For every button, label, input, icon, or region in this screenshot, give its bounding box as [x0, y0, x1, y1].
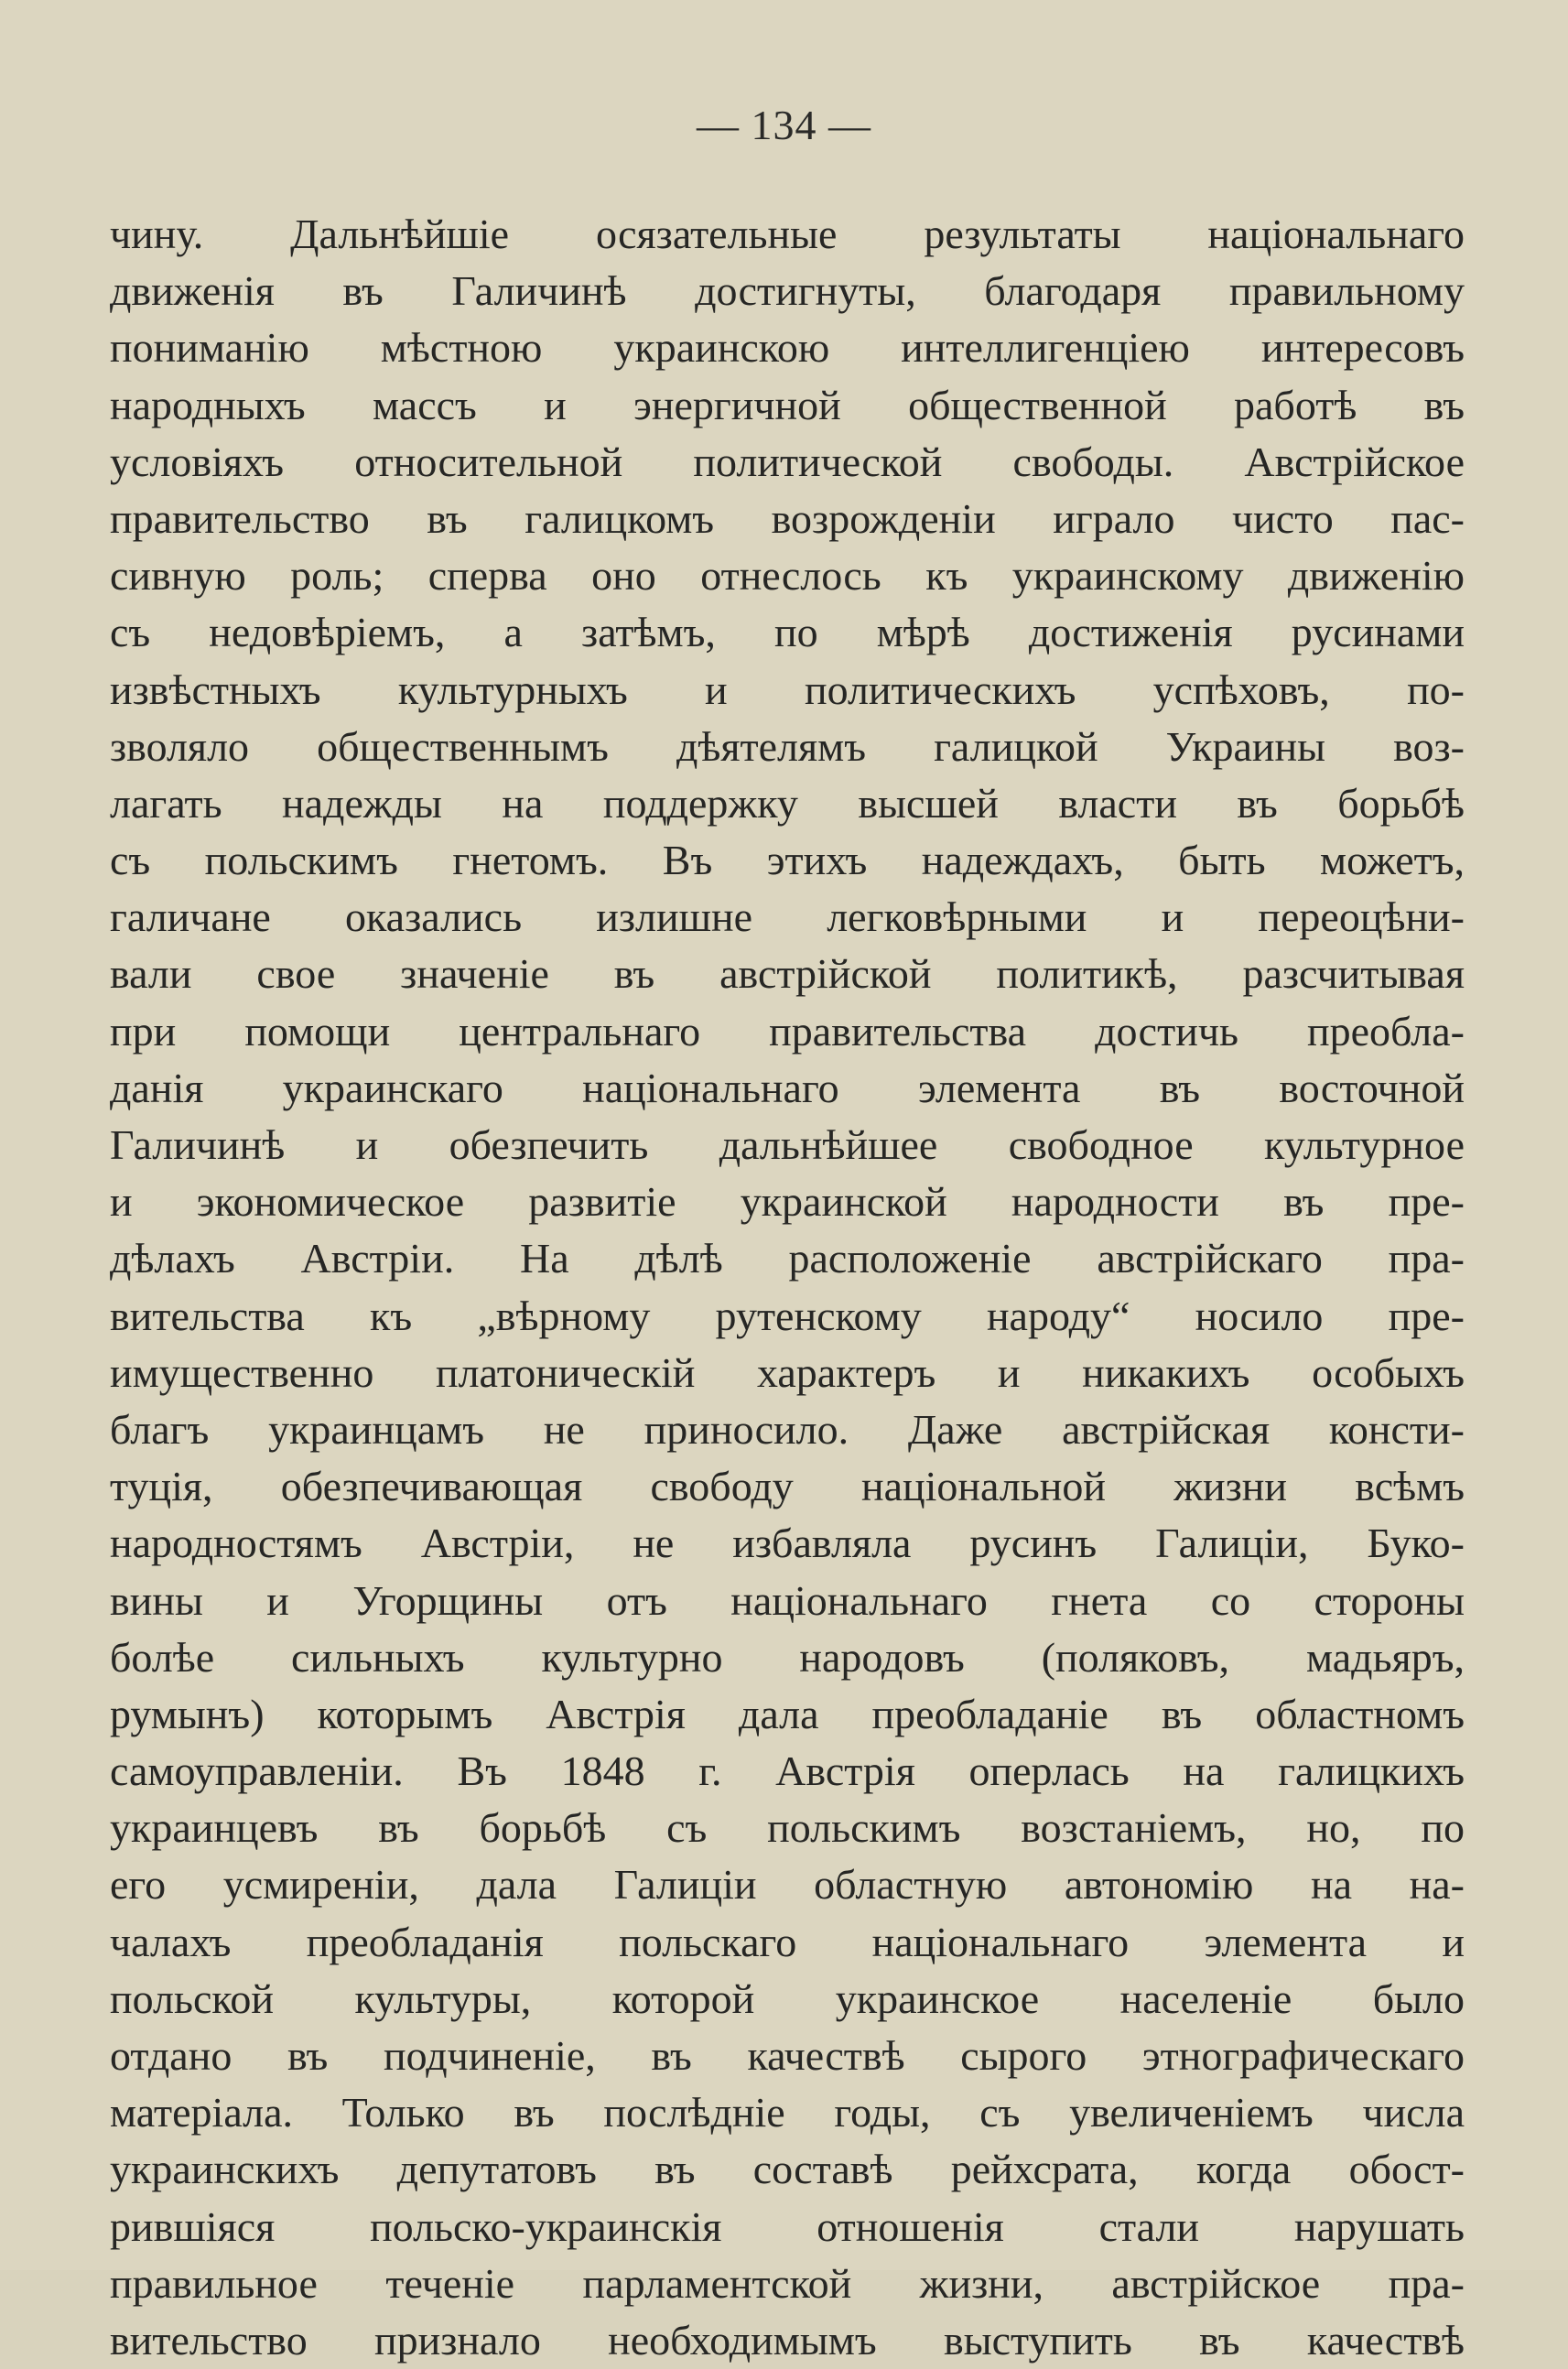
text-line: сивную роль; сперва оно отнеслось къ украинскому движенію [110, 552, 1465, 600]
text-line: извѣстныхъ культурныхъ и политическихъ успѣховъ, по- [110, 665, 1465, 713]
text-line: вины и Угорщины отъ національнаго гнета со стороны [110, 1576, 1465, 1624]
text-line: польской культуры, которой украинское населеніе было [110, 1974, 1465, 2022]
text-line: правительство въ галицкомъ возрожденіи играло чисто пас- [110, 494, 1465, 542]
text-line: съ польскимъ гнетомъ. Въ этихъ надеждахъ, быть можетъ, [110, 837, 1465, 884]
text-line: вали свое значеніе въ австрійской политикѣ, разсчитывая [110, 950, 1465, 998]
text-line: рившіяся польско-украинскія отношенія стали нарушать [110, 2202, 1465, 2250]
text-line: при помощи центральнаго правительства достичь преобла- [110, 1007, 1465, 1055]
text-line: и экономическое развитіе украинской народности въ пре- [110, 1178, 1465, 1226]
body-text [110, 206, 1465, 2369]
text-line: народностямъ Австріи, не избавляла русинъ Галиціи, Буко- [110, 1520, 1465, 1567]
text-line: условіяхъ относительной политической свободы. Австрійское [110, 438, 1465, 485]
text-line: украинскихъ депутатовъ въ составѣ рейхсрата, когда обост- [110, 2146, 1465, 2193]
text-line: матеріала. Только въ послѣдніе годы, съ увеличеніемъ числа [110, 2089, 1465, 2136]
text-line: чалахъ преобладанія польскаго національнаго элемента и [110, 1918, 1465, 1965]
text-line: самоуправленіи. Въ 1848 г. Австрія оперлась на галицкихъ [110, 1747, 1465, 1795]
text-line: украинцевъ въ борьбѣ съ польскимъ возстаніемъ, но, по [110, 1804, 1465, 1852]
text-line: благъ украинцамъ не приносило. Даже австрійская консти- [110, 1405, 1465, 1453]
text-line: чину. Дальнѣйшіе осязательные результаты національнаго [110, 211, 1465, 257]
text-line: имущественно платоническій характеръ и никакихъ особыхъ [110, 1348, 1465, 1396]
text-line: лагать надежды на поддержку высшей власти въ борьбѣ [110, 779, 1465, 827]
text-line: дѣлахъ Австріи. На дѣлѣ расположеніе австрійскаго пра- [110, 1235, 1465, 1282]
text-line: съ недовѣріемъ, а затѣмъ, по мѣрѣ достиженія русинами [110, 609, 1465, 656]
text-line: движенія въ Галичинѣ достигнуты, благодаря правильному [110, 267, 1465, 315]
page-number: — 134 — [697, 102, 871, 148]
text-line: вительства къ „вѣрному рутенскому народу“ носило пре- [110, 1292, 1465, 1339]
text-line: его усмиреніи, дала Галиціи областную автономію на на- [110, 1861, 1465, 1909]
text-line: туція, обезпечивающая свободу національной жизни всѣмъ [110, 1463, 1465, 1510]
text-line: правильное теченіе парламентской жизни, австрійское пра- [110, 2259, 1465, 2307]
text-line: народныхъ массъ и энергичной общественной работѣ въ [110, 381, 1465, 428]
text-line: галичане оказались излишне легковѣрными и переоцѣни- [110, 893, 1465, 941]
text-line: отдано въ подчиненіе, въ качествѣ сырого этнографическаго [110, 2032, 1465, 2079]
text-line: зволяло общественнымъ дѣятелямъ галицкой Украины воз- [110, 722, 1465, 770]
text-line: данія украинскаго національнаго элемента въ восточной [110, 1064, 1465, 1111]
text-line: Галичинѣ и обезпечить дальнѣйшее свободное культурное [110, 1121, 1465, 1168]
text-line: вительство признало необходимымъ выступить въ качествѣ [110, 2316, 1465, 2364]
text-line: болѣе сильныхъ культурно народовъ (поляковъ, мадьяръ, [110, 1633, 1465, 1681]
text-line: румынъ) которымъ Австрія дала преобладаніе въ областномъ [110, 1690, 1465, 1737]
text-line: пониманію мѣстною украинскою интеллигенціею интересовъ [110, 324, 1465, 372]
